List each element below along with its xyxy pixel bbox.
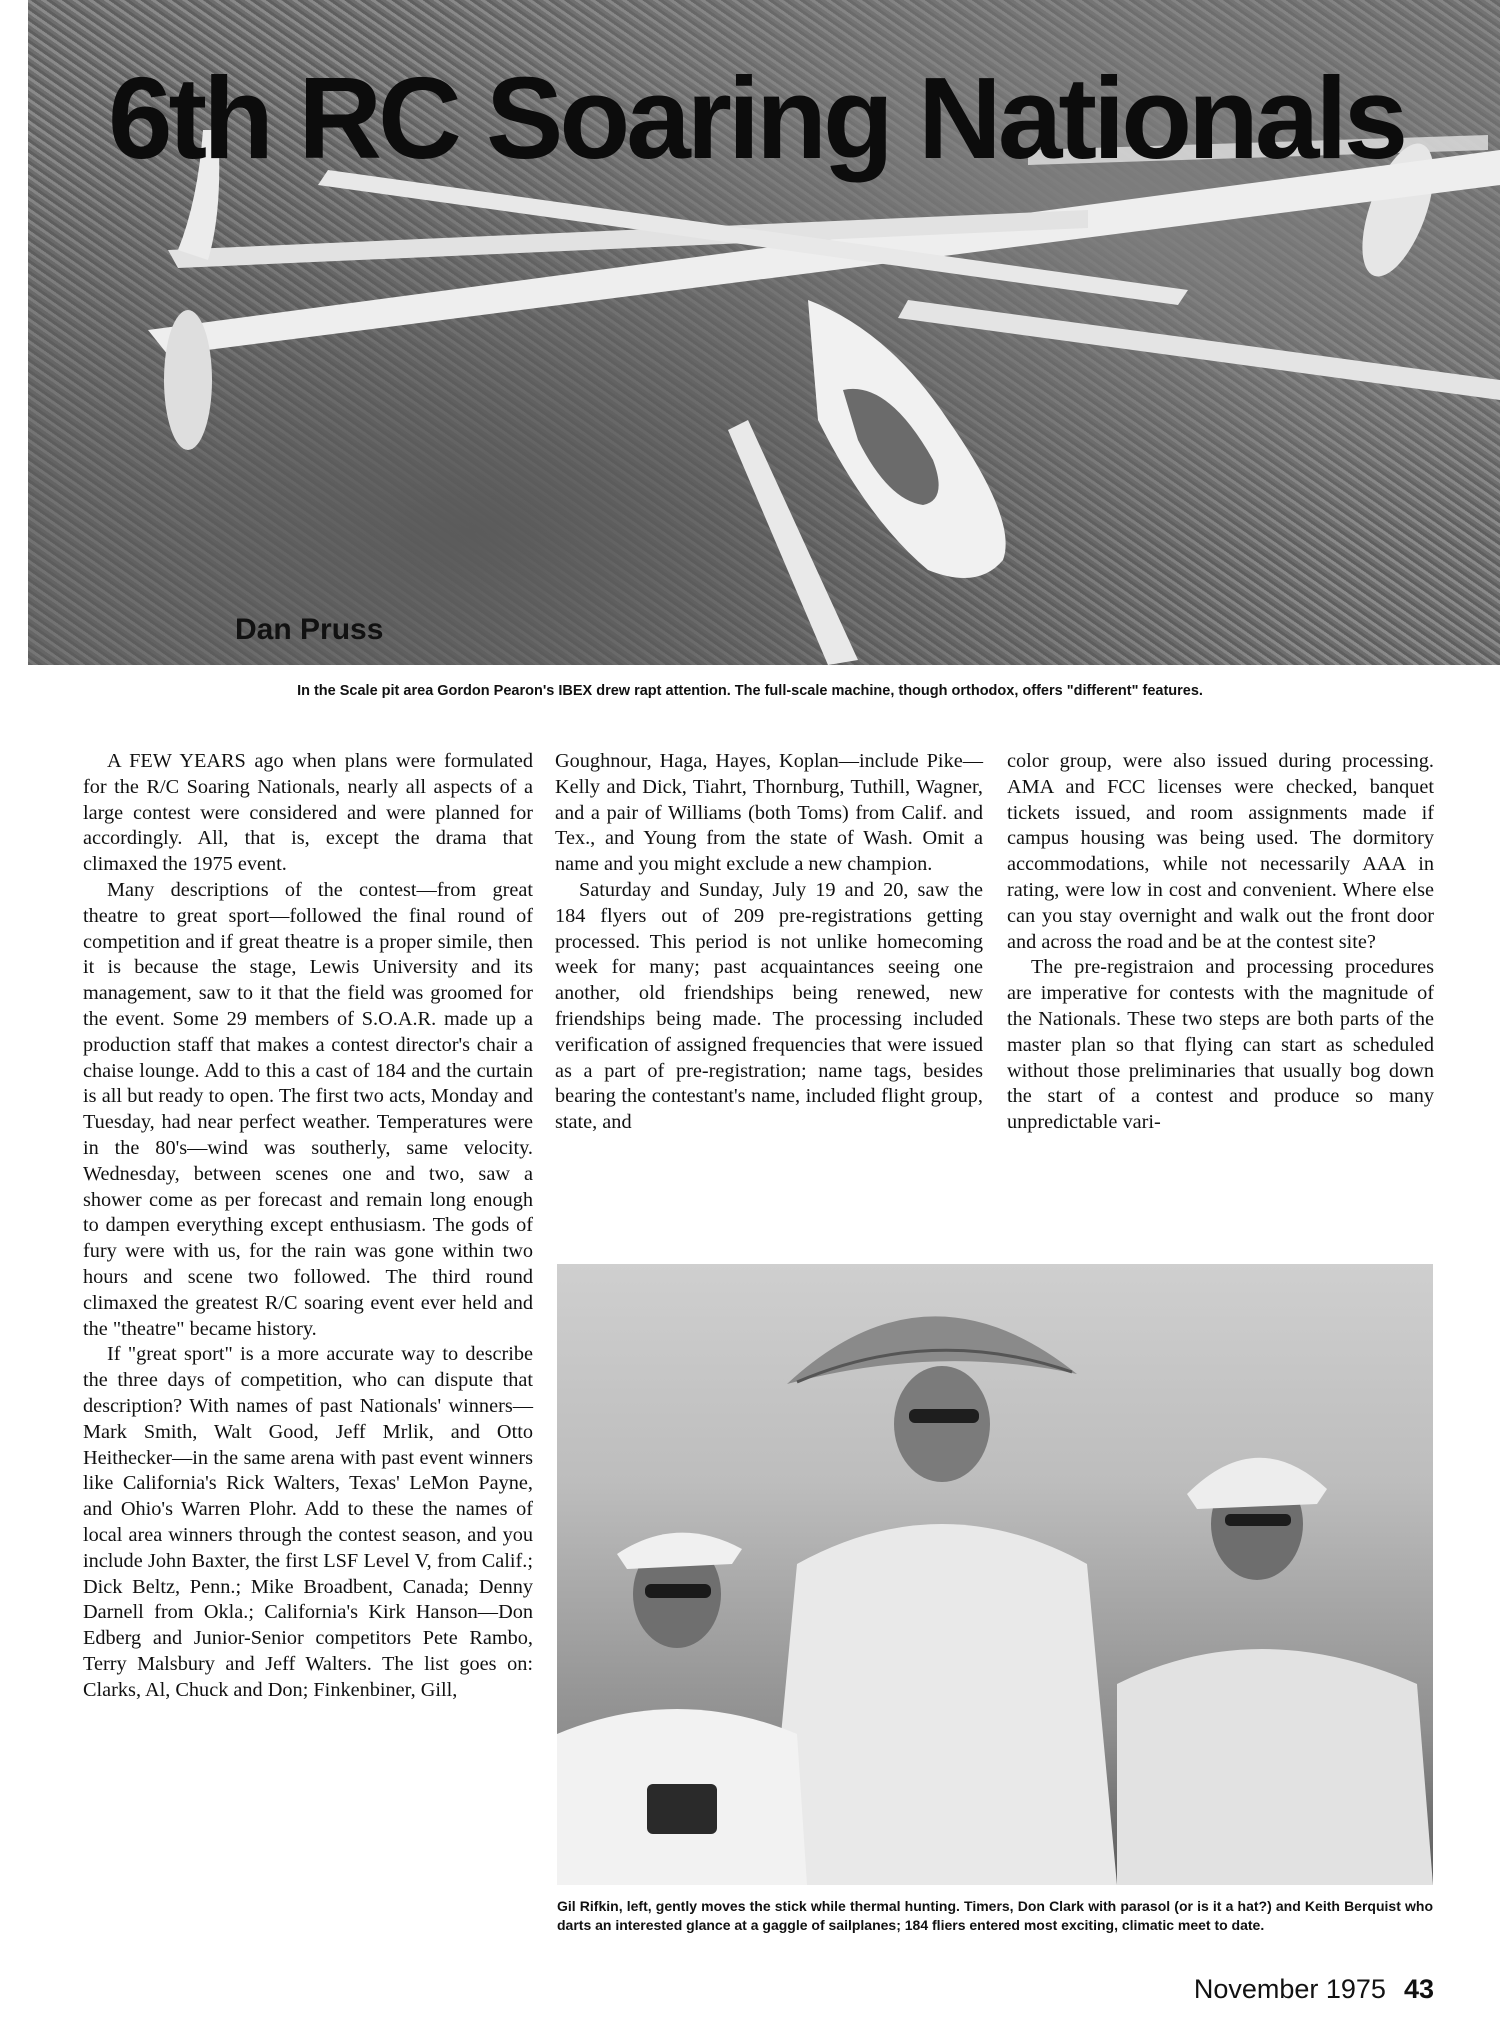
hero-photo-caption: In the Scale pit area Gordon Pearon's IBEX drew rapt attention. The full-scale machine, though orthodox, offers "different" features. <box>297 683 1203 699</box>
article-title: 6th RC Soaring Nationals <box>108 53 1405 183</box>
paragraph: The pre-registraion and processing procedures are imperative for contests with the magnitude of the Nationals. These two steps are both parts of the master plan so that flying can start as scheduled without those preliminaries that usually bog down the start of a contest and produce so many unpredictable vari- <box>1007 956 1434 1134</box>
paragraph: Many descriptions of the contest—from great theatre to great sport—followed the final round of competition and if great theatre is a proper simile, then it is because the stage, Lewis University and its management, saw to it that the field was groomed for the event. Some 29 members of S.O.A.R. made up a production staff that makes a contest director's chair a chaise lounge. Add to this a cast of 184 and the curtain is all but ready to open. The first two acts, Monday and Tuesday, had near perfect weather. Temperatures were in the 80's—wind was southerly, same velocity. Wednesday, between scenes one and two, saw a shower come as per forecast and remain long enough to dampen everything except enthusiasm. The gods of fury were with us, for the rain was gone within two hours and scene two followed. The third round climaxed the greatest R/C soaring event ever held and the "theatre" became history. <box>83 878 533 1340</box>
paragraph: If "great sport" is a more accurate way to describe the three days of competition, who can dispute that description? With names of past Nationals' winners—Mark Smith, Walt Good, Jeff Mrlik, and Otto Heithecker—in the same arena with past event winners like California's Rick Walters, Texas' LeMon Payne, and Ohio's Warren Plohr. Add to these the names of local area winners through the contest season, and you include John Baxter, the first LSF Level V, from Calif.; Dick Beltz, Penn.; Mike Broadbent, Canada; Denny Darnell from Okla.; California's Kirk Hanson—Don Edberg and Junior-Senior competitors Pete Rambo, Terry Malsbury and Jeff Walters. The list goes on: Clarks, Al, Chuck and Don; Finkenbiner, Gill, <box>83 1343 533 1701</box>
paragraph: Saturday and Sunday, July 19 and 20, saw the 184 flyers out of 209 pre-registrations getting processed. This period is not unlike homecoming week for many; past acquaintances seeing one another, old friendships being renewed, new friendships being made. The processing included verification of assigned frequencies that were issued as a part of pre-registration; name tags, besides bearing the contestant's name, included flight group, state, and <box>555 878 983 1134</box>
page-number: 43 <box>1403 1974 1434 2004</box>
timers-photo <box>557 1264 1433 1885</box>
author-byline: Dan Pruss <box>235 613 384 646</box>
text-column-1 <box>83 749 533 1703</box>
paragraph: color group, were also issued during processing. AMA and FCC licenses were checked, banquet tickets issued, and room assignments made if campus housing was being used. The dormitory accommodations, while not necessarily AAA in rating, were low in cost and convenient. Where else can you stay overnight and walk out the front door and across the road and be at the contest site? <box>1007 750 1434 953</box>
paragraph: Goughnour, Haga, Hayes, Koplan—include Pike—Kelly and Dick, Tiahrt, Thornburg, Tuthill, Wagner, and a pair of Williams (both Toms) from Calif. and Tex., and Young from the state of Wash. Omit a name and you might exclude a new champion. <box>555 750 983 876</box>
issue-date: November 1975 <box>1193 1974 1386 2004</box>
hero-photo <box>28 0 1500 665</box>
page-footer <box>1194 1974 1434 2005</box>
text-column-2 <box>555 749 983 1136</box>
timers-photo-caption: Gil Rifkin, left, gently moves the stick while thermal hunting. Timers, Don Clark with parasol (or is it a hat?) and Keith Berquist who darts an interested glance at a gaggle of sailplanes; 184 fliers entered most exciting, climatic meet to date. <box>557 1898 1433 1933</box>
paragraph: A FEW YEARS ago when plans were formulated for the R/C Soaring Nationals, nearly all aspects of a large contest were considered and were planned for accordingly. All, that is, except the drama that climaxed the 1975 event. <box>83 750 533 876</box>
text-column-3 <box>1007 749 1434 1136</box>
people-illustration <box>557 1264 1433 1885</box>
